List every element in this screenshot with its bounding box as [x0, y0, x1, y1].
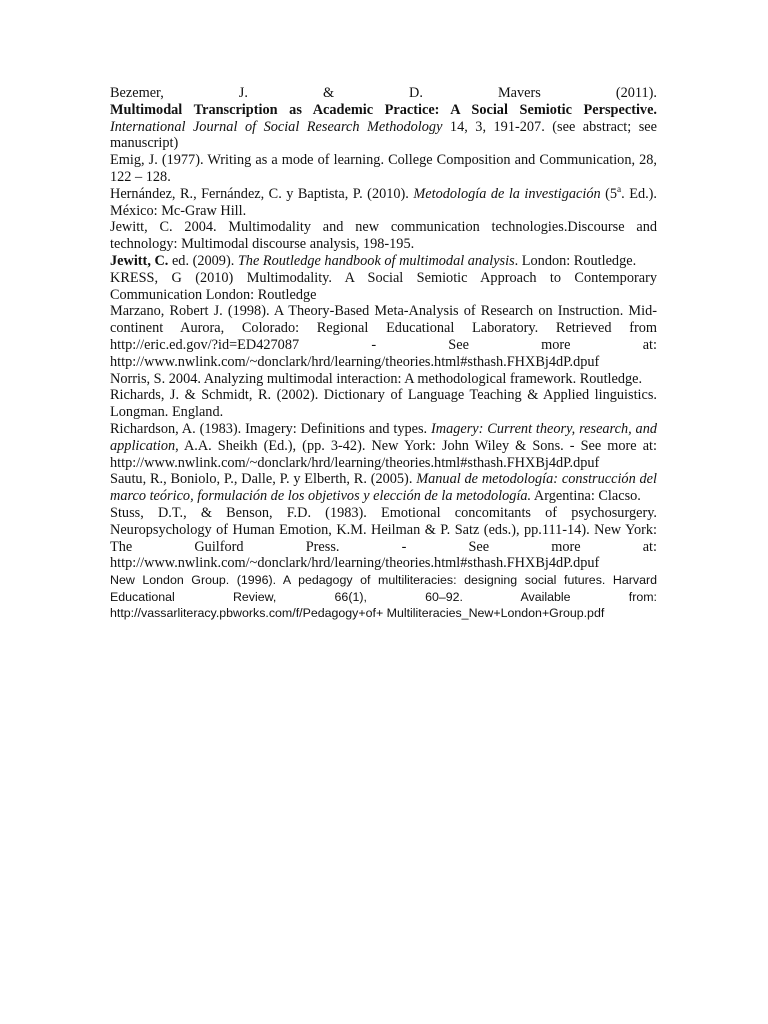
reference-item: [110, 505, 657, 555]
reference-title: Metodología de la investigación: [413, 185, 601, 202]
reference-title: Imagery: Current theory, research, and application: [110, 420, 657, 454]
reference-item: Jewitt, C. 2004. Multimodality and new communication technologies.Discourse and technology: Multimodal discourse analysis, 198-195.: [110, 219, 657, 253]
reference-author: Jewitt, C.: [110, 252, 169, 269]
reference-text: New London Group. (1996). A pedagogy of multiliteracies: designing social futures. Harvard Educational Review, 66(1), 60–92. Available from:: [110, 573, 657, 604]
reference-text: Argentina: Clacso.: [531, 488, 641, 505]
reference-url: http://www.nwlink.com/~donclark/hrd/learning/theories.html#sthash.FHXBj4dP.dpuf: [110, 555, 600, 572]
reference-text: (5: [600, 185, 618, 202]
reference-text: , A.A. Sheikh (Ed.), (pp. 3-42). New York: John Wiley & Sons. - See more at:: [175, 437, 657, 454]
reference-text: Bezemer, J. & D. Mavers (2011).: [110, 85, 657, 101]
reference-text: Sautu, R., Boniolo, P., Dalle, P. y Elberth, R. (2005).: [110, 471, 417, 488]
reference-item: [110, 253, 657, 270]
reference-title: Multimodal Transcription as Academic Practice: A Social Semiotic Perspective.: [110, 101, 657, 118]
reference-text: . Ed.). México: Mc-Graw Hill.: [110, 185, 658, 219]
reference-item: Emig, J. (1977). Writing as a mode of learning. College Composition and Communication, 28, 122 – 128.: [110, 152, 657, 185]
reference-url: http://www.nwlink.com/~donclark/hrd/learning/theories.html#sthash.FHXBj4dP.dpuf: [110, 454, 600, 471]
reference-title: The Routledge handbook of multimodal analysis: [237, 252, 515, 269]
reference-text: Richardson, A. (1983). Imagery: Definitions and types.: [110, 420, 432, 437]
reference-text: ed. (2009).: [168, 252, 238, 269]
reference-item: [110, 572, 657, 605]
reference-item: KRESS, G (2010) Multimodality. A Social Semiotic Approach to Contemporary Communication London: Routledge: [110, 269, 657, 303]
reference-text: Hernández, R., Fernández, C. y Baptista, P. (2010).: [110, 185, 414, 202]
reference-item: [110, 471, 657, 505]
reference-list: [110, 85, 657, 622]
reference-url: http://www.nwlink.com/~donclark/hrd/learning/theories.html#sthash.FHXBj4dP.dpuf: [110, 353, 600, 370]
reference-superscript: a: [617, 185, 622, 196]
reference-item: Richards, J. & Schmidt, R. (2002). Dictionary of Language Teaching & Applied linguistics. Longman. England.: [110, 387, 657, 421]
reference-journal: International Journal of Social Research Methodology: [110, 118, 443, 135]
reference-item: [110, 186, 657, 220]
reference-text: Marzano, Robert J. (1998). A Theory-Based Meta-Analysis of Research on Instruction. Mid-continent Aurora, Colorado: Regional Educational Laboratory. Retrieved from http://eric.ed.gov/?id=ED427087 - See more at:: [110, 303, 657, 353]
reference-text: 14, 3, 191-207. (see abstract; see manuscript): [110, 118, 657, 152]
reference-url: http://vassarliteracy.pbworks.com/f/Pedagogy+of+ Multiliteracies_New+London+Group.pdf: [110, 606, 605, 621]
reference-item: [110, 85, 657, 152]
reference-text: . London: Routledge.: [514, 252, 637, 269]
reference-item: Norris, S. 2004. Analyzing multimodal interaction: A methodological framework. Routledge.: [110, 370, 643, 387]
reference-text: Stuss, D.T., & Benson, F.D. (1983). Emotional concomitants of psychosurgery. Neuropsychology of Human Emotion, K.M. Heilman & P. Satz (eds.), pp.111-14). New York: The Guilford Press. - See more at:: [110, 504, 657, 555]
reference-item: [110, 421, 657, 455]
reference-title: Manual de metodología: construcción del marco teórico, formulación de los objetivos y elección de la metodología.: [110, 471, 658, 505]
reference-item: [110, 303, 657, 353]
